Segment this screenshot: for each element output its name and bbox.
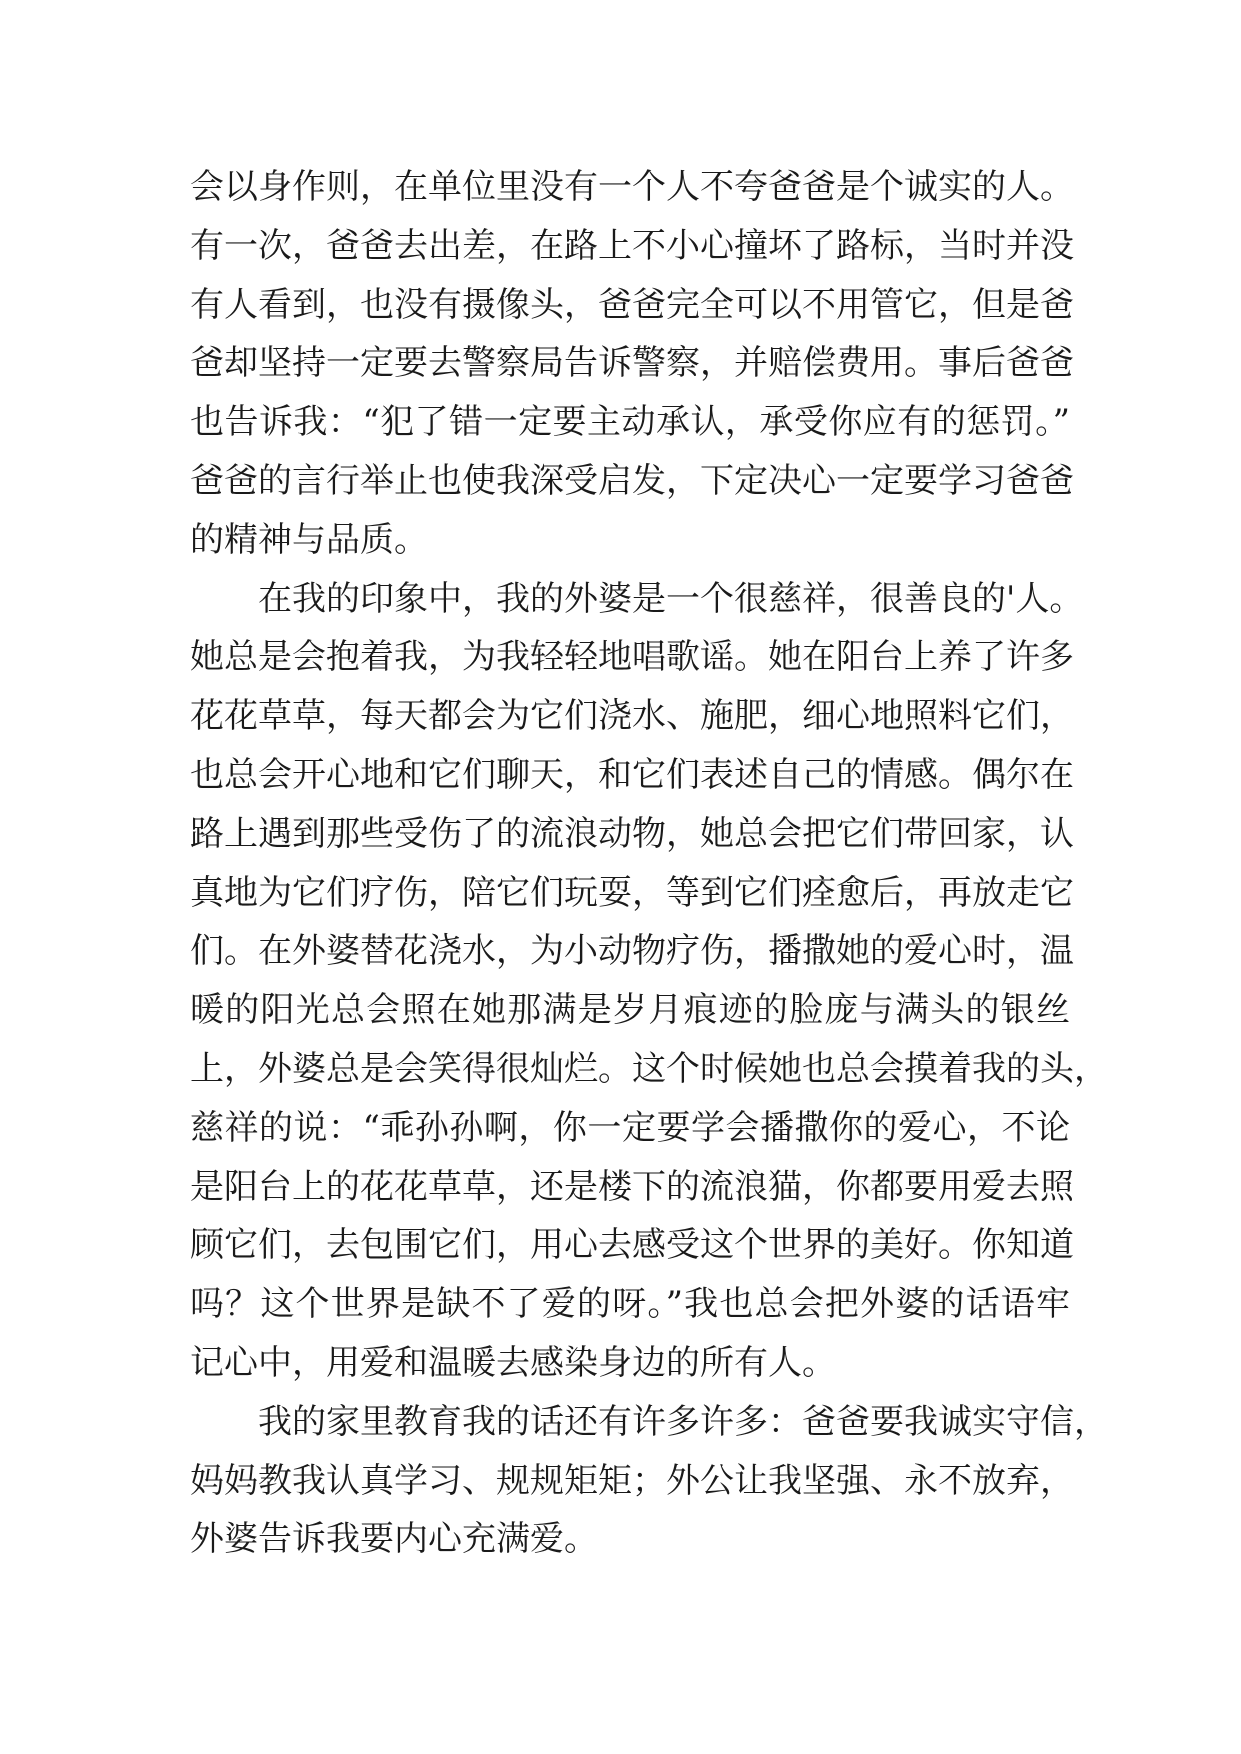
- text-line: 妈妈教我认真学习、规规矩矩；外公让我坚强、永不放弃，: [190, 1460, 1074, 1501]
- text-line: 们。在外婆替花浇水，为小动物疗伤，播撒她的爱心时，温: [190, 931, 1074, 972]
- text-line: 爸却坚持一定要去警察局告诉警察，并赔偿费用。事后爸爸: [190, 343, 1074, 384]
- text-line: 顾它们，去包围它们，用心去感受这个世界的美好。你知道: [190, 1225, 1074, 1266]
- paragraph-3: [190, 1393, 1108, 1569]
- text-line: 也总会开心地和它们聊天，和它们表述自己的情感。偶尔在: [190, 754, 1074, 795]
- paragraph-2: [190, 570, 1108, 1393]
- text-line: 会以身作则，在单位里没有一个人不夸爸爸是个诚实的人。: [190, 167, 1074, 207]
- text-line: 吗？这个世界是缺不了爱的呀。”我也总会把外婆的话语牢: [190, 1284, 1070, 1325]
- text-line: 在我的印象中，我的外婆是一个很慈祥，很善良的'人。: [258, 578, 1084, 619]
- text-line: 有一次，爸爸去出差，在路上不小心撞坏了路标，当时并没: [190, 225, 1074, 266]
- text-line: 也告诉我：“犯了错一定要主动承认，承受你应有的惩罚。”: [190, 402, 1070, 443]
- text-line: 花花草草，每天都会为它们浇水、施肥，细心地照料它们，: [190, 696, 1074, 737]
- text-line: 路上遇到那些受伤了的流浪动物，她总会把它们带回家，认: [190, 813, 1074, 854]
- text-line: 的精神与品质。: [190, 519, 428, 560]
- text-line: 爸爸的言行举止也使我深受启发，下定决心一定要学习爸爸: [190, 460, 1074, 501]
- text-line: 真地为它们疗伤，陪它们玩耍，等到它们痊愈后，再放走它: [190, 872, 1074, 913]
- text-line: 我的家里教育我的话还有许多许多：爸爸要我诚实守信，: [258, 1401, 1108, 1442]
- text-line: 是阳台上的花花草草，还是楼下的流浪猫，你都要用爱去照: [190, 1166, 1074, 1207]
- text-line: 暖的阳光总会照在她那满是岁月痕迹的脸庞与满头的银丝: [190, 990, 1070, 1031]
- body-text: [190, 158, 1108, 1569]
- text-line: 慈祥的说：“乖孙孙啊，你一定要学会播撒你的爱心，不论: [190, 1107, 1070, 1148]
- text-line: 记心中，用爱和温暖去感染身边的所有人。: [190, 1342, 836, 1383]
- text-line: 外婆告诉我要内心充满爱。: [190, 1519, 598, 1560]
- text-line: 她总是会抱着我，为我轻轻地唱歌谣。她在阳台上养了许多: [190, 637, 1074, 678]
- text-line: 有人看到，也没有摄像头，爸爸完全可以不用管它，但是爸: [190, 284, 1074, 325]
- paragraph-1: [190, 158, 1074, 570]
- text-line: 上，外婆总是会笑得很灿烂。这个时候她也总会摸着我的头，: [190, 1048, 1108, 1089]
